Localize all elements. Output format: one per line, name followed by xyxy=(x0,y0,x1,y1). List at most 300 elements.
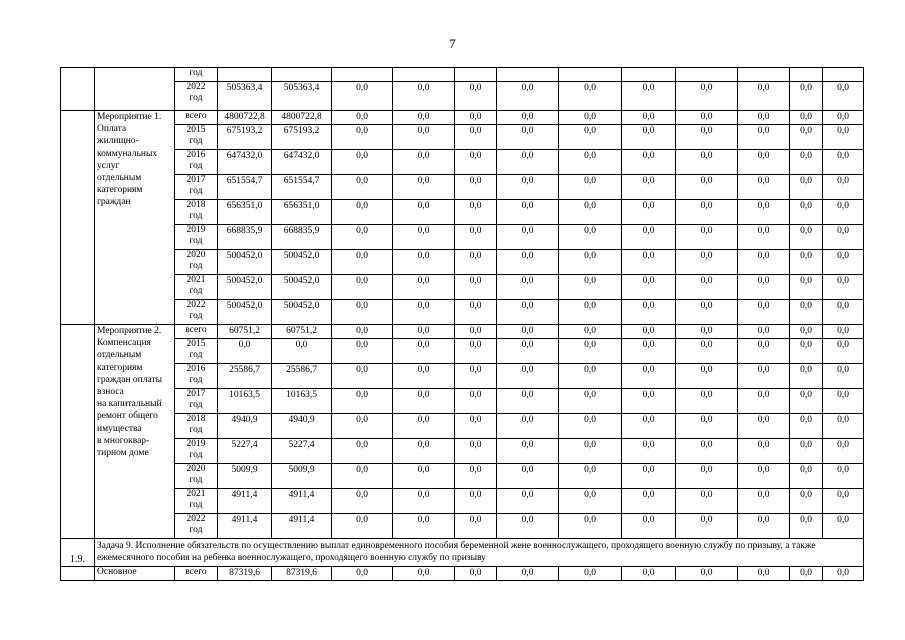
value-cell: 0,0 xyxy=(455,200,497,225)
value-cell: 0,0 xyxy=(393,150,455,175)
value-cell: 0,0 xyxy=(676,414,738,439)
value-cell: 0,0 xyxy=(393,300,455,325)
value-cell: 0,0 xyxy=(559,414,622,439)
value-cell: 0,0 xyxy=(559,389,622,414)
table-row xyxy=(61,364,864,389)
value-cell: 0,0 xyxy=(332,325,393,339)
value-cell: 5009,9 xyxy=(218,464,272,489)
value-cell: 0,0 xyxy=(455,300,497,325)
value-cell: 647432,0 xyxy=(272,150,332,175)
value-cell: 0,0 xyxy=(497,300,559,325)
table-row xyxy=(61,489,864,514)
value-cell: 0,0 xyxy=(497,339,559,364)
year-cell: 2020 год xyxy=(175,464,218,489)
value-cell: 0,0 xyxy=(676,464,738,489)
value-cell: 0,0 xyxy=(559,225,622,250)
value-cell: 0,0 xyxy=(790,175,823,200)
value-cell: 0,0 xyxy=(622,275,676,300)
value-cell xyxy=(497,68,559,82)
year-cell: всего xyxy=(175,111,218,125)
value-cell: 5227,4 xyxy=(272,439,332,464)
value-cell: 0,0 xyxy=(393,325,455,339)
value-cell: 0,0 xyxy=(497,439,559,464)
value-cell: 0,0 xyxy=(497,389,559,414)
value-cell: 0,0 xyxy=(738,364,790,389)
table-row xyxy=(61,68,864,82)
value-cell: 0,0 xyxy=(790,389,823,414)
value-cell: 0,0 xyxy=(823,200,864,225)
value-cell: 0,0 xyxy=(823,489,864,514)
value-cell: 0,0 xyxy=(455,225,497,250)
value-cell: 0,0 xyxy=(497,489,559,514)
value-cell: 647432,0 xyxy=(218,150,272,175)
value-cell: 0,0 xyxy=(622,339,676,364)
value-cell: 0,0 xyxy=(738,111,790,125)
table-row xyxy=(61,275,864,300)
table-row xyxy=(61,439,864,464)
table-row xyxy=(61,200,864,225)
value-cell: 0,0 xyxy=(790,125,823,150)
activity-name-cell: Мероприятие 2. Компенсация отдельным категориям граждан оплаты взноса на капитальный ремонт общего имущества в многоквар- тирном доме xyxy=(95,325,175,539)
task-text-cell: Задача 9. Исполнение обязательств по осуществлению выплат единовременного пособия беременной жене военнослужащего, проходящего военную службу по призыву, а также ежемесячного пособия на ребенка военнослужащего, проходящего военную службу по призыву xyxy=(95,539,864,567)
table-row xyxy=(61,339,864,364)
value-cell: 0,0 xyxy=(497,464,559,489)
value-cell: 0,0 xyxy=(455,439,497,464)
value-cell: 0,0 xyxy=(559,514,622,539)
year-cell: 2017 год xyxy=(175,389,218,414)
year-cell: всего xyxy=(175,325,218,339)
value-cell: 0,0 xyxy=(332,300,393,325)
value-cell: 0,0 xyxy=(393,200,455,225)
value-cell: 0,0 xyxy=(393,250,455,275)
value-cell: 0,0 xyxy=(676,125,738,150)
value-cell: 651554,7 xyxy=(272,175,332,200)
section-number-cell xyxy=(61,325,95,539)
year-cell: 2020 год xyxy=(175,250,218,275)
value-cell: 668835,9 xyxy=(218,225,272,250)
year-cell: 2017 год xyxy=(175,175,218,200)
value-cell: 0,0 xyxy=(559,200,622,225)
value-cell: 0,0 xyxy=(497,82,559,111)
value-cell: 668835,9 xyxy=(272,225,332,250)
value-cell: 4800722,8 xyxy=(272,111,332,125)
value-cell: 0,0 xyxy=(790,275,823,300)
value-cell: 0,0 xyxy=(393,225,455,250)
value-cell: 0,0 xyxy=(622,489,676,514)
value-cell: 0,0 xyxy=(790,150,823,175)
value-cell: 0,0 xyxy=(790,439,823,464)
year-cell: 2018 год xyxy=(175,200,218,225)
value-cell: 0,0 xyxy=(823,175,864,200)
value-cell: 0,0 xyxy=(455,364,497,389)
value-cell: 0,0 xyxy=(676,275,738,300)
value-cell: 0,0 xyxy=(332,200,393,225)
value-cell: 0,0 xyxy=(823,225,864,250)
value-cell: 0,0 xyxy=(738,175,790,200)
value-cell: 0,0 xyxy=(790,82,823,111)
value-cell: 4911,4 xyxy=(218,489,272,514)
value-cell: 0,0 xyxy=(823,389,864,414)
value-cell: 5227,4 xyxy=(218,439,272,464)
value-cell xyxy=(559,68,622,82)
value-cell: 0,0 xyxy=(393,464,455,489)
year-cell: 2022 год xyxy=(175,82,218,111)
value-cell: 0,0 xyxy=(738,389,790,414)
value-cell: 505363,4 xyxy=(272,82,332,111)
value-cell: 0,0 xyxy=(218,339,272,364)
value-cell: 0,0 xyxy=(332,111,393,125)
year-cell: 2016 год xyxy=(175,364,218,389)
value-cell: 0,0 xyxy=(823,439,864,464)
value-cell: 0,0 xyxy=(393,514,455,539)
value-cell: 0,0 xyxy=(738,225,790,250)
section-number-cell xyxy=(61,68,95,111)
year-cell: 2015 год xyxy=(175,125,218,150)
value-cell: 0,0 xyxy=(559,82,622,111)
value-cell: 0,0 xyxy=(676,82,738,111)
value-cell: 0,0 xyxy=(332,125,393,150)
value-cell: 0,0 xyxy=(738,150,790,175)
value-cell: 0,0 xyxy=(676,489,738,514)
value-cell: 0,0 xyxy=(622,325,676,339)
value-cell: 0,0 xyxy=(622,82,676,111)
value-cell: 0,0 xyxy=(455,250,497,275)
value-cell: 500452,0 xyxy=(272,250,332,275)
value-cell: 0,0 xyxy=(455,150,497,175)
value-cell: 0,0 xyxy=(738,339,790,364)
value-cell: 0,0 xyxy=(332,514,393,539)
table-row xyxy=(61,225,864,250)
value-cell: 0,0 xyxy=(622,300,676,325)
value-cell: 0,0 xyxy=(393,489,455,514)
table-row xyxy=(61,464,864,489)
value-cell: 0,0 xyxy=(393,82,455,111)
value-cell: 0,0 xyxy=(738,300,790,325)
task-number-cell: 1.9. xyxy=(61,539,95,567)
value-cell: 0,0 xyxy=(455,414,497,439)
table-row xyxy=(61,150,864,175)
table-row xyxy=(61,567,864,581)
value-cell: 0,0 xyxy=(622,439,676,464)
table-row xyxy=(61,325,864,339)
value-cell: 0,0 xyxy=(497,325,559,339)
year-cell: 2019 год xyxy=(175,225,218,250)
value-cell: 0,0 xyxy=(790,250,823,275)
value-cell: 4800722,8 xyxy=(218,111,272,125)
value-cell: 0,0 xyxy=(393,439,455,464)
value-cell: 0,0 xyxy=(393,175,455,200)
value-cell: 0,0 xyxy=(455,567,497,581)
value-cell: 0,0 xyxy=(332,567,393,581)
value-cell: 0,0 xyxy=(559,275,622,300)
value-cell: 0,0 xyxy=(393,567,455,581)
value-cell: 0,0 xyxy=(676,150,738,175)
value-cell: 500452,0 xyxy=(272,300,332,325)
value-cell: 0,0 xyxy=(738,489,790,514)
value-cell: 0,0 xyxy=(738,464,790,489)
value-cell: 0,0 xyxy=(497,414,559,439)
value-cell: 0,0 xyxy=(676,250,738,275)
value-cell: 0,0 xyxy=(676,111,738,125)
value-cell: 0,0 xyxy=(622,364,676,389)
year-cell: 2019 год xyxy=(175,439,218,464)
value-cell xyxy=(393,68,455,82)
value-cell: 4911,4 xyxy=(272,489,332,514)
value-cell: 675193,2 xyxy=(272,125,332,150)
value-cell: 0,0 xyxy=(738,250,790,275)
value-cell xyxy=(218,68,272,82)
value-cell xyxy=(676,68,738,82)
value-cell: 0,0 xyxy=(332,364,393,389)
value-cell: 0,0 xyxy=(559,439,622,464)
value-cell: 0,0 xyxy=(497,150,559,175)
value-cell: 25586,7 xyxy=(272,364,332,389)
value-cell: 0,0 xyxy=(676,325,738,339)
value-cell: 656351,0 xyxy=(218,200,272,225)
value-cell: 0,0 xyxy=(790,200,823,225)
value-cell: 87319,6 xyxy=(218,567,272,581)
value-cell: 0,0 xyxy=(676,339,738,364)
value-cell: 0,0 xyxy=(790,300,823,325)
value-cell: 0,0 xyxy=(676,389,738,414)
value-cell: 0,0 xyxy=(559,250,622,275)
value-cell: 0,0 xyxy=(622,175,676,200)
value-cell: 4911,4 xyxy=(272,514,332,539)
value-cell: 0,0 xyxy=(676,567,738,581)
section-number-cell xyxy=(61,567,95,581)
value-cell: 0,0 xyxy=(823,514,864,539)
value-cell: 0,0 xyxy=(738,275,790,300)
value-cell: 0,0 xyxy=(332,439,393,464)
value-cell: 0,0 xyxy=(559,364,622,389)
value-cell: 0,0 xyxy=(823,567,864,581)
value-cell: 0,0 xyxy=(455,175,497,200)
value-cell: 0,0 xyxy=(790,489,823,514)
value-cell: 0,0 xyxy=(790,464,823,489)
value-cell: 0,0 xyxy=(738,200,790,225)
value-cell xyxy=(622,68,676,82)
value-cell: 10163,5 xyxy=(272,389,332,414)
value-cell xyxy=(332,68,393,82)
value-cell: 0,0 xyxy=(622,567,676,581)
value-cell: 0,0 xyxy=(559,125,622,150)
table-row xyxy=(61,514,864,539)
value-cell xyxy=(790,68,823,82)
value-cell: 500452,0 xyxy=(218,275,272,300)
value-cell: 651554,7 xyxy=(218,175,272,200)
year-cell: год xyxy=(175,68,218,82)
value-cell: 0,0 xyxy=(676,364,738,389)
value-cell: 0,0 xyxy=(497,175,559,200)
value-cell: 0,0 xyxy=(823,464,864,489)
value-cell: 10163,5 xyxy=(218,389,272,414)
value-cell: 0,0 xyxy=(622,225,676,250)
value-cell: 4911,4 xyxy=(218,514,272,539)
value-cell: 0,0 xyxy=(622,250,676,275)
value-cell: 0,0 xyxy=(622,200,676,225)
value-cell: 0,0 xyxy=(332,414,393,439)
value-cell: 0,0 xyxy=(455,125,497,150)
section-number-cell xyxy=(61,111,95,325)
value-cell: 0,0 xyxy=(823,250,864,275)
value-cell xyxy=(823,68,864,82)
value-cell: 0,0 xyxy=(497,250,559,275)
value-cell: 0,0 xyxy=(393,364,455,389)
value-cell: 0,0 xyxy=(497,111,559,125)
value-cell: 0,0 xyxy=(823,150,864,175)
value-cell: 5009,9 xyxy=(272,464,332,489)
year-cell: всего xyxy=(175,567,218,581)
value-cell: 0,0 xyxy=(497,125,559,150)
value-cell: 0,0 xyxy=(393,339,455,364)
value-cell: 0,0 xyxy=(559,489,622,514)
activity-name-cell: Основное xyxy=(95,567,175,581)
value-cell: 0,0 xyxy=(676,225,738,250)
value-cell: 25586,7 xyxy=(218,364,272,389)
value-cell: 0,0 xyxy=(823,339,864,364)
year-cell: 2021 год xyxy=(175,275,218,300)
value-cell: 0,0 xyxy=(455,464,497,489)
value-cell: 0,0 xyxy=(332,339,393,364)
table-row xyxy=(61,414,864,439)
value-cell: 0,0 xyxy=(497,200,559,225)
value-cell xyxy=(455,68,497,82)
value-cell: 60751,2 xyxy=(272,325,332,339)
value-cell: 0,0 xyxy=(272,339,332,364)
year-cell: 2021 год xyxy=(175,489,218,514)
value-cell: 0,0 xyxy=(332,250,393,275)
value-cell: 60751,2 xyxy=(218,325,272,339)
value-cell: 0,0 xyxy=(497,225,559,250)
value-cell: 0,0 xyxy=(622,150,676,175)
value-cell: 0,0 xyxy=(790,111,823,125)
budget-table xyxy=(60,67,864,581)
value-cell: 0,0 xyxy=(559,339,622,364)
year-cell: 2015 год xyxy=(175,339,218,364)
value-cell: 0,0 xyxy=(455,389,497,414)
value-cell: 0,0 xyxy=(823,275,864,300)
value-cell: 0,0 xyxy=(676,175,738,200)
value-cell: 0,0 xyxy=(497,364,559,389)
value-cell: 0,0 xyxy=(559,175,622,200)
value-cell xyxy=(272,68,332,82)
value-cell: 0,0 xyxy=(823,125,864,150)
value-cell: 87319,6 xyxy=(272,567,332,581)
value-cell: 0,0 xyxy=(455,82,497,111)
table-row xyxy=(61,250,864,275)
year-cell: 2022 год xyxy=(175,300,218,325)
page-number: 7 xyxy=(449,36,456,51)
value-cell: 0,0 xyxy=(823,300,864,325)
activity-name-cell: Мероприятие 1. Оплата жилищно- коммунальных услуг отдельным категориям граждан xyxy=(95,111,175,325)
value-cell: 0,0 xyxy=(455,275,497,300)
value-cell: 0,0 xyxy=(559,300,622,325)
value-cell: 0,0 xyxy=(497,275,559,300)
value-cell: 0,0 xyxy=(790,225,823,250)
table-row xyxy=(61,82,864,111)
value-cell: 4940,9 xyxy=(272,414,332,439)
value-cell: 656351,0 xyxy=(272,200,332,225)
value-cell: 0,0 xyxy=(559,567,622,581)
value-cell: 0,0 xyxy=(455,111,497,125)
value-cell: 500452,0 xyxy=(272,275,332,300)
table-row xyxy=(61,175,864,200)
table-row xyxy=(61,125,864,150)
value-cell: 0,0 xyxy=(676,300,738,325)
value-cell: 0,0 xyxy=(823,414,864,439)
value-cell: 0,0 xyxy=(622,389,676,414)
value-cell: 0,0 xyxy=(559,464,622,489)
value-cell: 0,0 xyxy=(622,464,676,489)
value-cell: 0,0 xyxy=(393,111,455,125)
value-cell: 0,0 xyxy=(332,275,393,300)
value-cell: 0,0 xyxy=(622,111,676,125)
table-row xyxy=(61,389,864,414)
table-body xyxy=(61,68,864,581)
value-cell: 0,0 xyxy=(622,514,676,539)
value-cell: 0,0 xyxy=(455,339,497,364)
value-cell: 0,0 xyxy=(559,325,622,339)
year-cell: 2016 год xyxy=(175,150,218,175)
value-cell: 0,0 xyxy=(455,514,497,539)
year-cell: 2018 год xyxy=(175,414,218,439)
value-cell: 500452,0 xyxy=(218,250,272,275)
value-cell: 0,0 xyxy=(393,125,455,150)
value-cell: 0,0 xyxy=(790,567,823,581)
year-cell: 2022 год xyxy=(175,514,218,539)
value-cell: 0,0 xyxy=(622,414,676,439)
value-cell: 0,0 xyxy=(790,364,823,389)
value-cell: 0,0 xyxy=(790,339,823,364)
value-cell: 0,0 xyxy=(455,489,497,514)
value-cell: 0,0 xyxy=(676,514,738,539)
value-cell xyxy=(738,68,790,82)
value-cell: 0,0 xyxy=(676,439,738,464)
value-cell: 500452,0 xyxy=(218,300,272,325)
value-cell: 0,0 xyxy=(455,325,497,339)
value-cell: 4940,9 xyxy=(218,414,272,439)
value-cell: 0,0 xyxy=(738,82,790,111)
task-row xyxy=(61,539,864,567)
value-cell: 0,0 xyxy=(393,389,455,414)
value-cell: 0,0 xyxy=(332,389,393,414)
value-cell: 0,0 xyxy=(738,125,790,150)
value-cell: 0,0 xyxy=(332,150,393,175)
value-cell: 0,0 xyxy=(676,200,738,225)
value-cell: 0,0 xyxy=(559,150,622,175)
activity-name-cell xyxy=(95,68,175,111)
value-cell: 0,0 xyxy=(823,325,864,339)
value-cell: 0,0 xyxy=(393,275,455,300)
value-cell: 0,0 xyxy=(497,514,559,539)
value-cell: 0,0 xyxy=(738,514,790,539)
value-cell: 0,0 xyxy=(497,567,559,581)
table-row xyxy=(61,300,864,325)
value-cell: 0,0 xyxy=(790,514,823,539)
value-cell: 0,0 xyxy=(332,225,393,250)
value-cell: 0,0 xyxy=(738,567,790,581)
value-cell: 0,0 xyxy=(332,489,393,514)
value-cell: 505363,4 xyxy=(218,82,272,111)
value-cell: 0,0 xyxy=(332,82,393,111)
table-row xyxy=(61,111,864,125)
value-cell: 0,0 xyxy=(738,414,790,439)
value-cell: 0,0 xyxy=(823,364,864,389)
value-cell: 0,0 xyxy=(559,111,622,125)
value-cell: 0,0 xyxy=(738,325,790,339)
value-cell: 0,0 xyxy=(823,82,864,111)
value-cell: 0,0 xyxy=(332,464,393,489)
